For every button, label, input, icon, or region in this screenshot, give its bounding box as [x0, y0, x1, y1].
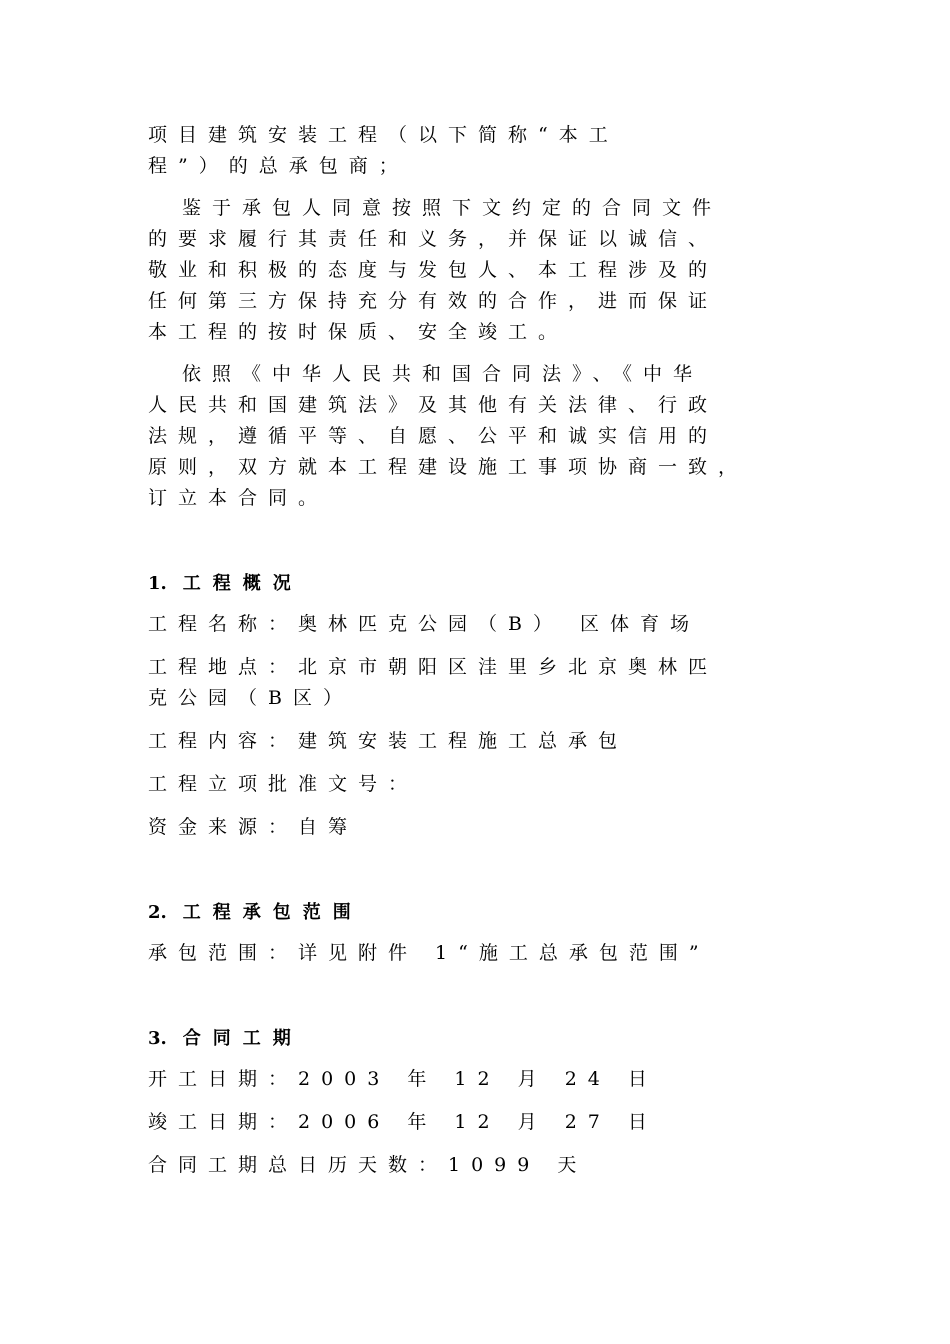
- section-title: 工程概况: [182, 573, 303, 594]
- project-funding-source: 资金来源：自筹: [148, 816, 359, 838]
- section-heading-3: [148, 1023, 828, 1054]
- paragraph-legal-basis: [148, 359, 828, 514]
- paragraph-line: 原则，双方就本工程建设施工事项协商一致，: [148, 456, 749, 478]
- paragraph-line: 依照《中华人民共和国合同法》、《中华: [182, 363, 704, 385]
- section-number: 3.: [148, 1028, 167, 1049]
- paragraph-whereas: [148, 193, 828, 348]
- paragraph-line: 任何第三方保持充分有效的合作，进而保证: [148, 290, 719, 312]
- paragraph-line: 本工程的按时保质、安全竣工。: [148, 321, 569, 343]
- project-location-line-2: 克公园（B区）: [148, 687, 353, 709]
- total-calendar-days: 合同工期总日历天数：1099 天: [148, 1154, 588, 1176]
- paragraph-line: 鉴于承包人同意按照下文约定的合同文件: [182, 197, 723, 219]
- section-heading-1: [148, 568, 828, 599]
- intro-line-1: 项目建筑安装工程（以下简称“本工: [148, 124, 619, 146]
- project-content: 工程内容：建筑安装工程施工总承包: [148, 730, 629, 752]
- paragraph-line: 敬业和积极的态度与发包人、本工程涉及的: [148, 259, 719, 281]
- section-title: 合同工期: [182, 1028, 303, 1049]
- section-number: 2.: [148, 902, 167, 923]
- project-approval-number: 工程立项批准文号：: [148, 773, 419, 795]
- section-number: 1.: [148, 573, 167, 594]
- section-title: 工程承包范围: [182, 902, 363, 923]
- paragraph-line: 订立本合同。: [148, 487, 329, 509]
- start-date: 开工日期：2003 年 12 月 24 日: [148, 1068, 658, 1090]
- paragraph-line: 的要求履行其责任和义务，并保证以诚信、: [148, 228, 719, 250]
- paragraph-line: 法规，遵循平等、自愿、公平和诚实信用的: [148, 425, 719, 447]
- project-location-line-1: 工程地点：北京市朝阳区洼里乡北京奥林匹: [148, 656, 719, 678]
- project-location: [148, 652, 828, 714]
- project-name: 工程名称：奥林匹克公园（B） 区体育场: [148, 613, 701, 635]
- paragraph-line: 人民共和国建筑法》及其他有关法律、行政: [148, 394, 719, 416]
- document-page: [148, 120, 828, 1193]
- section-heading-2: [148, 897, 828, 928]
- intro-line-2: 程”）的总承包商；: [148, 155, 409, 177]
- contract-scope: 承包范围：详见附件 1“施工总承包范围”: [148, 942, 710, 964]
- completion-date: 竣工日期：2006 年 12 月 27 日: [148, 1111, 658, 1133]
- intro-paragraph: [148, 120, 828, 182]
